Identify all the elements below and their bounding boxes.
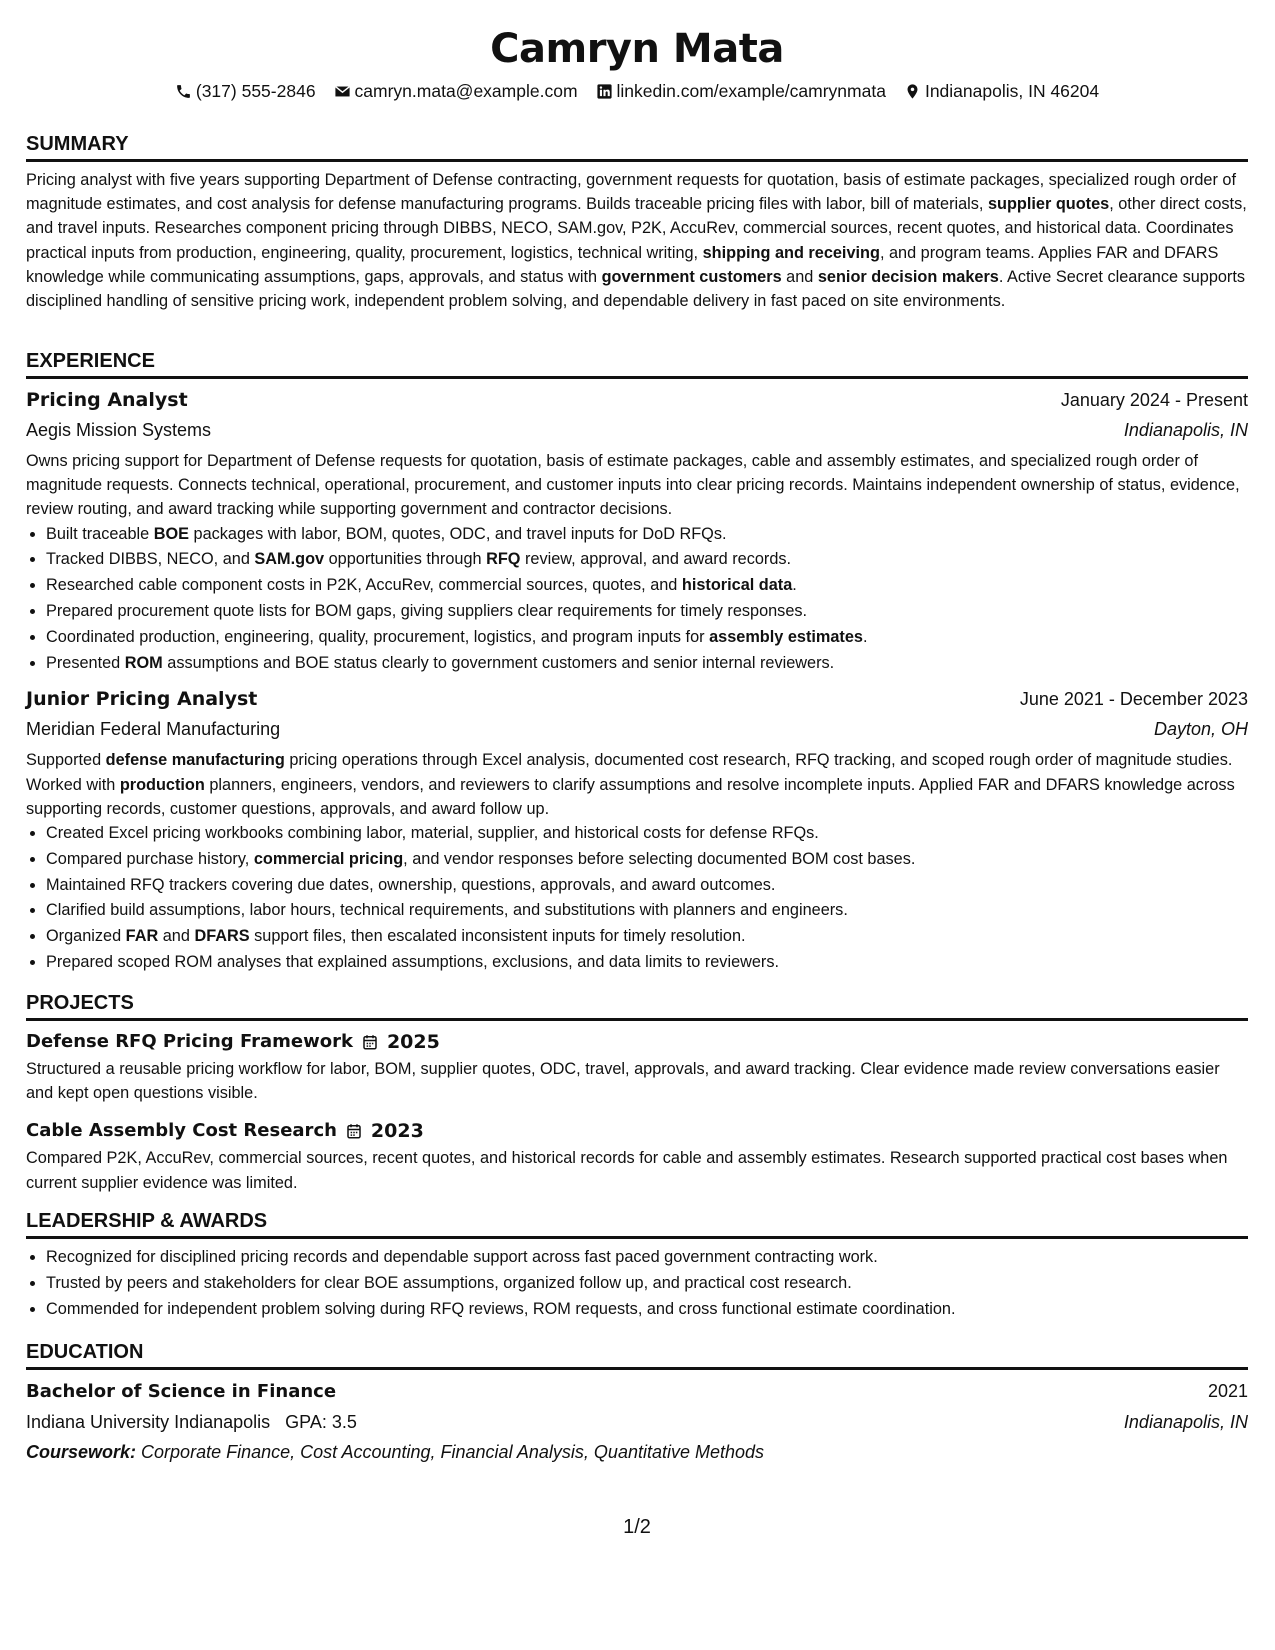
text-run: Researched cable component costs in P2K, AccuRev, commercial sources, quotes, and <box>46 576 682 595</box>
section-divider <box>26 159 1248 162</box>
text-run: opportunities through <box>324 550 487 569</box>
section-title: LEADERSHIP & AWARDS <box>26 1210 268 1232</box>
emphasis-text: SAM.gov <box>254 550 325 569</box>
text-run: . <box>792 576 797 595</box>
summary-text <box>26 168 1248 313</box>
job-location: Dayton, OH <box>1153 719 1248 740</box>
list-item <box>46 573 1248 599</box>
list-item <box>46 898 1248 924</box>
emphasis-text: ROM <box>124 653 163 672</box>
list-item <box>46 950 1248 976</box>
school-location: Indianapolis, IN <box>1123 1412 1248 1432</box>
text-run: . Active Secret clearance supports disciplined handling of sensitive pricing work, independent problem solving, and dependable delivery in fast paced on site environments. <box>26 267 1246 311</box>
section-title: PROJECTS <box>26 992 134 1014</box>
text-run: Tracked DIBBS, NECO, and <box>46 550 255 569</box>
section-divider <box>26 1367 1248 1370</box>
candidate-name: Camryn Mata <box>490 26 784 72</box>
job-description <box>26 449 1248 522</box>
text-run: Prepared procurement quote lists for BOM gaps, giving suppliers clear requirements for timely responses. <box>46 602 808 620</box>
text-run: support files, then escalated inconsistent inputs for timely resolution. <box>249 927 746 946</box>
job-title: Junior Pricing Analyst <box>26 688 258 711</box>
text-run: planners, engineers, vendors, and reviewers to clarify assumptions and resolve incomplete inputs. Applied FAR and DFARS knowledge across supporting records, customer questions, approvals, and award follow up. <box>26 775 1235 818</box>
project-entry <box>26 1027 1248 1105</box>
emphasis-text: shipping and receiving <box>702 243 880 262</box>
envelope-icon <box>334 83 351 100</box>
text-run: and <box>781 267 818 286</box>
emphasis-text: RFQ <box>486 550 521 569</box>
gpa: GPA: 3.5 <box>285 1412 357 1432</box>
job-dates: June 2021 - December 2023 <box>1019 689 1248 710</box>
leadership-section <box>26 1208 1248 1322</box>
emphasis-text: government customers <box>601 267 782 286</box>
emphasis-text: assembly estimates <box>709 627 863 646</box>
section-divider <box>26 1018 1248 1021</box>
job-bullets <box>26 821 1248 976</box>
list-item <box>46 547 1248 573</box>
leadership-bullets <box>26 1245 1248 1322</box>
contact-bar <box>26 79 1248 103</box>
text-run: Coordinated production, engineering, quality, procurement, logistics, and program inputs for <box>46 627 710 646</box>
list-item <box>46 924 1248 950</box>
text-run: Built traceable <box>46 524 154 543</box>
page-number: 1/2 <box>623 1516 651 1538</box>
text-run: review, approval, and award records. <box>520 550 792 569</box>
emphasis-text: commercial pricing <box>253 849 404 868</box>
section-title: SUMMARY <box>26 133 129 155</box>
section-title: EXPERIENCE <box>26 350 155 372</box>
emphasis-text: supplier quotes <box>987 195 1110 214</box>
text-run: Presented <box>46 653 125 672</box>
text-run: and <box>158 927 195 946</box>
contact-location: Indianapolis, IN 46204 <box>904 79 1099 103</box>
emphasis-text: historical data <box>681 576 793 595</box>
list-item <box>46 847 1248 873</box>
text-run: Prepared scoped ROM analyses that explained assumptions, exclusions, and data limits to reviewers. <box>46 952 780 971</box>
emphasis-text: production <box>119 775 205 794</box>
job-company: Meridian Federal Manufacturing <box>26 719 281 740</box>
school-name: Indiana University Indianapolis <box>26 1412 271 1432</box>
job-entry <box>26 385 1248 676</box>
contact-phone[interactable]: (317) 555-2846 <box>175 79 316 103</box>
section-title: EDUCATION <box>26 1341 144 1363</box>
emphasis-text: BOE <box>153 524 189 543</box>
text-run: Pricing analyst with five years supporting Department of Defense contracting, government requests for quotation, basis of estimate packages, specialized rough order of magnitude estimates, and cost analysis for defense manufacturing programs. Builds traceable pricing files with labor, bill of materials, <box>26 171 1236 214</box>
list-item: • Recognized for disciplined pricing records and dependable support across fast paced government contracting work. <box>46 1245 1248 1271</box>
project-year: 2025 <box>386 1031 440 1053</box>
text-run: Created Excel pricing workbooks combining labor, material, supplier, and historical costs for defense RFQs. <box>46 824 819 842</box>
text-run: packages with labor, BOM, quotes, ODC, and travel inputs for DoD RFQs. <box>189 524 727 543</box>
experience-section <box>26 348 1248 976</box>
coursework-list: Corporate Finance, Cost Accounting, Financial Analysis, Quantitative Methods <box>141 1442 765 1462</box>
location-pin-icon <box>904 83 921 100</box>
text-run: Clarified build assumptions, labor hours, technical requirements, and substitutions with planners and engineers. <box>46 901 848 920</box>
calendar-icon <box>345 1122 363 1140</box>
job-bullets <box>26 522 1248 677</box>
text-run: , and program teams. Applies FAR and DFARS knowledge while communicating assumptions, gaps, approvals, and status with <box>26 243 1219 286</box>
text-run: pricing operations through Excel analysis, documented cost research, RFQ tracking, and scoped rough order of magnitude studies. Worked with <box>26 751 1233 794</box>
emphasis-text: defense manufacturing <box>105 751 285 770</box>
emphasis-text: DFARS <box>194 927 250 946</box>
job-company: Aegis Mission Systems <box>26 420 212 440</box>
contact-linkedin[interactable]: linkedin.com/example/camrynmata <box>596 79 886 103</box>
calendar-icon <box>361 1033 379 1051</box>
list-item <box>46 821 1248 847</box>
education-section <box>26 1339 1248 1467</box>
list-item <box>46 651 1248 677</box>
text-run: Organized <box>46 927 126 946</box>
project-description: Compared P2K, AccuRev, commercial sources, recent quotes, and historical records for cable and assembly estimates. Research supported practical cost bases when current supplier evidence was limited. <box>26 1149 1228 1192</box>
list-item <box>46 522 1248 548</box>
job-title: Pricing Analyst <box>26 389 188 411</box>
emphasis-text: senior decision makers <box>817 267 999 286</box>
coursework <box>26 1437 1248 1467</box>
list-item: • Trusted by peers and stakeholders for clear BOE assumptions, organized follow up, and practical cost research. <box>46 1271 1248 1297</box>
list-item <box>46 625 1248 651</box>
emphasis-text: FAR <box>125 927 159 946</box>
text-run: Owns pricing support for Department of Defense requests for quotation, basis of estimate packages, cable and assembly estimates, and specialized rough order of magnitude requests. Connects technical, operational, procurement, and customer inputs into clear pricing records. Maintains independent ownership of status, evidence, review routing, and award tracking while supporting government and contractor decisions. <box>26 452 1240 519</box>
text-run: . <box>862 627 868 646</box>
text-run: Maintained RFQ trackers covering due dates, ownership, questions, approvals, and award outcomes. <box>46 875 776 894</box>
job-location: Indianapolis, IN <box>1123 420 1248 440</box>
contact-email[interactable]: camryn.mata@example.com <box>334 79 578 103</box>
section-divider <box>26 376 1248 379</box>
text-run: , and vendor responses before selecting documented BOM cost bases. <box>403 849 916 868</box>
linkedin-icon <box>596 83 613 100</box>
job-dates: January 2024 - Present <box>1060 390 1248 410</box>
text-run: Supported <box>26 751 106 770</box>
projects-section <box>26 990 1248 1195</box>
list-item: • Commended for independent problem solving during RFQ reviews, ROM requests, and cross functional estimate coordination. <box>46 1297 1248 1323</box>
list-item <box>46 599 1248 625</box>
job-entry <box>26 684 1248 975</box>
phone-icon <box>175 83 192 100</box>
project-title: Defense RFQ Pricing Framework <box>26 1031 353 1052</box>
resume-page <box>26 0 1248 1650</box>
project-title: Cable Assembly Cost Research <box>26 1120 337 1142</box>
text-run: Compared purchase history, <box>46 849 254 868</box>
project-year: 2023 <box>370 1120 424 1143</box>
coursework-label: Coursework: <box>26 1442 137 1462</box>
job-description <box>26 748 1248 821</box>
graduation-year: 2021 <box>1207 1381 1248 1401</box>
list-item <box>46 873 1248 899</box>
summary-section <box>26 131 1248 313</box>
project-description: Structured a reusable pricing workflow for labor, BOM, supplier quotes, ODC, travel, approvals, and award tracking. Clear evidence made review conversations easier and kept open questions visible. <box>26 1060 1220 1103</box>
text-run: assumptions and BOE status clearly to government customers and senior internal reviewers. <box>162 653 835 672</box>
text-run: , other direct costs, and travel inputs. Researches component pricing through DIBBS, NECO, SAM.gov, P2K, AccuRev, commercial sources, recent quotes, and historical data. Coordinates practical inputs from production, engineering, quality, procurement, logistics, technical writing, <box>26 195 1247 262</box>
project-entry <box>26 1116 1248 1194</box>
degree: Bachelor of Science in Finance <box>26 1381 337 1402</box>
section-divider <box>26 1236 1248 1239</box>
